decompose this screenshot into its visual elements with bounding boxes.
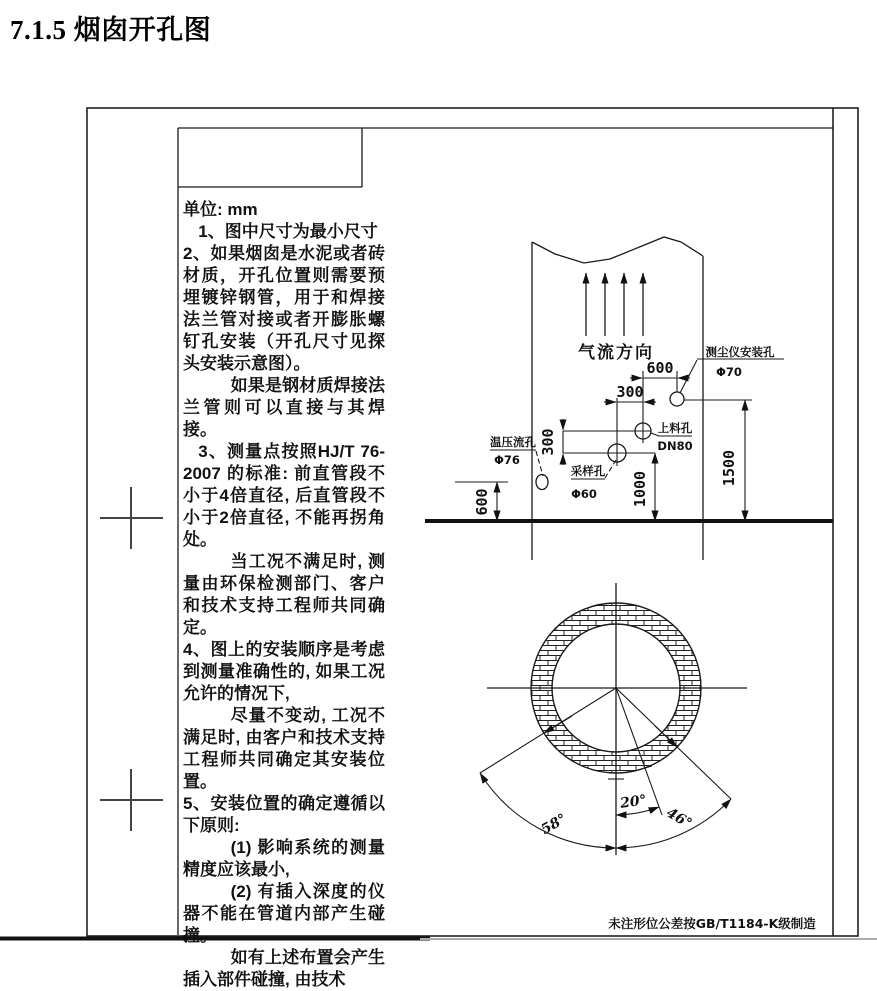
temp-hole-callout	[490, 435, 543, 476]
angle-label-46: 46°	[663, 804, 695, 833]
dim-label-300-left: 300	[539, 428, 557, 456]
note-paragraph: 如果是钢材质焊接法兰管则可以直接与其焊接。	[183, 376, 385, 439]
airflow-arrows	[586, 273, 643, 336]
angle-label-58: 58°	[538, 810, 570, 839]
note-paragraph: 3、测量点按照HJ/T 76-2007 的标准: 前直管段不小于4倍直径, 后直管段不小于2倍直径, 不能再拐角处。	[183, 442, 385, 549]
dim-label-600-top: 600	[646, 359, 674, 377]
note-paragraph: 单位: mm	[183, 200, 258, 219]
chimney-cross-section	[480, 583, 747, 855]
page-title: 7.1.5 烟囱开孔图	[10, 15, 212, 45]
note-paragraph: 当工况不满足时, 测量由环保检测部门、客户和技术支持工程师共同确定。	[183, 552, 385, 637]
tolerance-note: 未注形位公差按GB/T1184-K级制造	[608, 916, 816, 931]
dim-label-600-left: 600	[473, 488, 491, 516]
note-paragraph: 1、图中尺寸为最小尺寸	[198, 222, 378, 241]
upper-hole-name: 上料孔	[657, 421, 693, 435]
sample-hole-callout	[571, 460, 616, 501]
airflow-direction-label: 气流方向	[578, 343, 654, 363]
notes-column	[183, 199, 385, 991]
upper-hole-callout	[651, 421, 693, 453]
dust-hole-size: Φ70	[716, 365, 742, 379]
crosshair-mark-upper	[100, 487, 163, 549]
upper-hole-size: DN80	[657, 439, 693, 453]
dust-hole-name: 测尘仪安装孔	[705, 345, 775, 359]
sample-hole-name: 采样孔	[570, 464, 606, 478]
dim-1000-vertical	[631, 453, 655, 521]
dim-label-1500: 1500	[720, 449, 738, 487]
note-paragraph: 尽量不变动, 工况不满足时, 由客户和技术支持工程师共同确定其安装位置。	[183, 706, 385, 791]
dim-600-vertical	[473, 482, 497, 521]
chimney-broken-top-edge	[532, 237, 703, 263]
temp-hole-name: 温压流孔	[490, 435, 536, 449]
temp-pressure-hole	[536, 475, 548, 490]
dim-label-1000: 1000	[631, 470, 649, 508]
dim-300-vertical	[539, 419, 563, 465]
note-paragraph: 如有上述布置会产生插入部件碰撞, 由技术	[183, 948, 385, 989]
note-paragraph: 4、图上的安装顺序是考虑到测量准确性的, 如果工况允许的情况下,	[183, 640, 385, 703]
note-paragraph: 2、如果烟囱是水泥或者砖材质，开孔位置则需要预埋镀锌钢管，用于和焊接法兰管对接或者开膨胀螺钉孔安装（开孔尺寸见探头安装示意图）。	[183, 244, 385, 373]
angle-label-20: 20°	[619, 792, 648, 812]
sample-hole-size: Φ60	[571, 487, 597, 501]
chimney-elevation	[425, 237, 833, 560]
note-paragraph: (1) 影响系统的测量精度应该最小,	[183, 838, 385, 879]
dust-hole-callout	[680, 345, 784, 393]
dim-1500-vertical	[720, 400, 745, 521]
dim-label-300-top: 300	[616, 383, 644, 401]
note-paragraph: (2) 有插入深度的仪器不能在管道内部产生碰撞。	[183, 882, 385, 945]
crosshair-mark-lower	[100, 769, 163, 831]
page-bottom-edge	[0, 939, 877, 940]
note-paragraph: 5、安装位置的确定遵循以下原则:	[183, 794, 385, 835]
dust-meter-hole	[670, 392, 684, 406]
dim-300-horizontal	[604, 383, 656, 402]
temp-hole-size: Φ76	[494, 453, 520, 467]
